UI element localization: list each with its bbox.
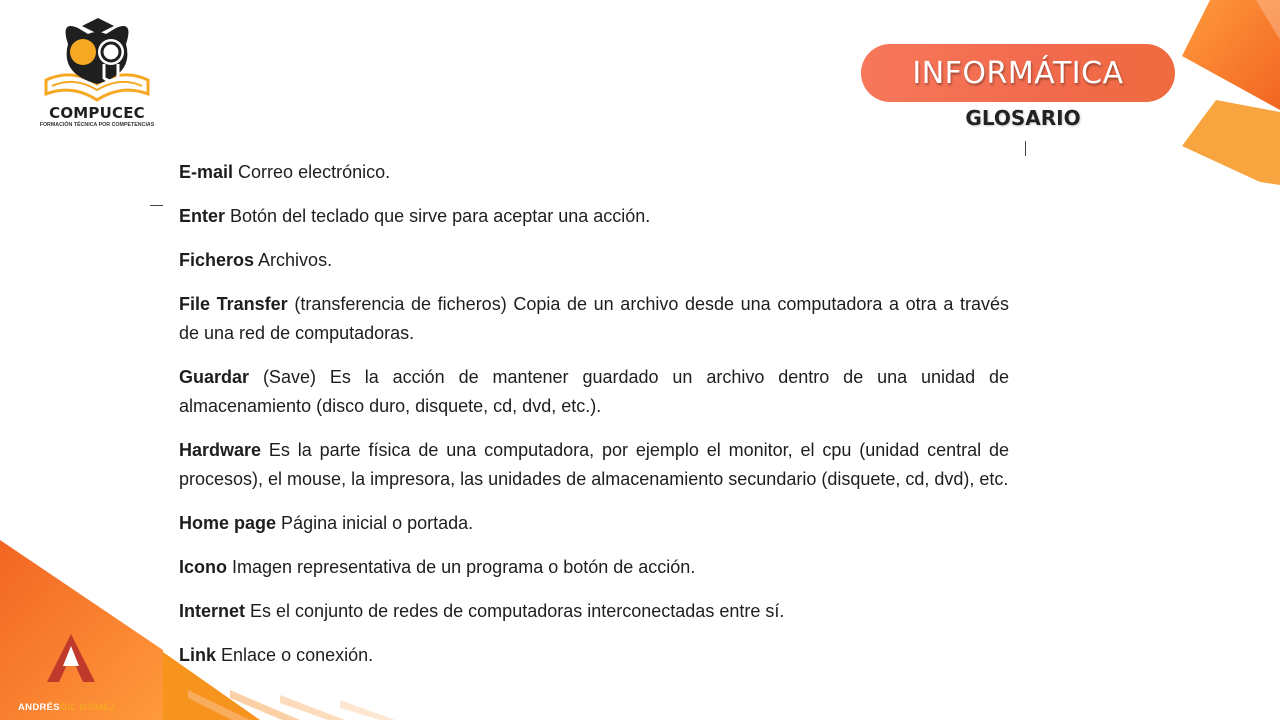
glossary-definition: Correo electrónico. (238, 162, 391, 182)
owl-book-logo-icon (38, 14, 156, 106)
glossary-entry (179, 363, 1009, 421)
glossary-entry (179, 290, 1009, 348)
glossary-definition: Archivos. (258, 250, 333, 270)
glossary-entry (179, 509, 1009, 538)
author-first-name: ANDRÉS (18, 702, 60, 713)
glossary-entry (179, 202, 1009, 231)
glossary-definition: Es la parte física de una computadora, por ejemplo el monitor, el cpu (unidad central de procesos), el mouse, la impresora, las unidades de almacenamiento secundario (disquete, cd, dvd), etc. (179, 440, 1009, 489)
glossary-term: Link (179, 645, 217, 665)
glossary-entry (179, 641, 1009, 670)
glossary-term: Icono (179, 557, 227, 577)
glossary-term: File Transfer (179, 294, 288, 314)
glossary-definition: (Save) Es la acción de mantener guardado un archivo dentro de una unidad de almacenamiento (disco duro, disquete, cd, dvd, etc.). (179, 367, 1009, 416)
glossary-term: Hardware (179, 440, 262, 460)
dash-mark (150, 205, 163, 206)
glossary-term: Internet (179, 601, 246, 621)
corner-decoration-top-right (1160, 0, 1280, 200)
author-last-name: GIL GÓMEZ (59, 702, 116, 713)
glossary-list (179, 158, 1009, 685)
glossary-definition: Página inicial o portada. (281, 513, 474, 533)
glossary-term: Enter (179, 206, 226, 226)
glossary-term: Home page (179, 513, 277, 533)
author-a-logo-icon (45, 632, 97, 684)
glossary-definition: Botón del teclado que sirve para aceptar una acción. (230, 206, 651, 226)
section-subtitle: GLOSARIO (965, 106, 1081, 130)
glossary-definition: Enlace o conexión. (221, 645, 374, 665)
glossary-term: Guardar (179, 367, 250, 387)
glossary-definition: (transferencia de ficheros) Copia de un archivo desde una computadora a otra a través de una red de computadoras. (179, 294, 1009, 343)
glossary-definition: Imagen representativa de un programa o botón de acción. (232, 557, 696, 577)
brand-name: COMPUCEC (49, 104, 145, 122)
orange-shapes-icon (1160, 0, 1280, 200)
glossary-entry (179, 553, 1009, 582)
glossary-entry (179, 436, 1009, 494)
glossary-term: E-mail (179, 162, 234, 182)
glossary-entry (179, 158, 1009, 187)
glossary-entry (179, 597, 1009, 626)
course-title: INFORMÁTICA (912, 55, 1124, 91)
glossary-entry (179, 246, 1009, 275)
course-title-banner (861, 44, 1175, 102)
glossary-definition: Es el conjunto de redes de computadoras interconectadas entre sí. (250, 601, 785, 621)
brand-tagline: FORMACIÓN TÉCNICA POR COMPETENCIAS (39, 122, 155, 128)
brand-logo (38, 14, 156, 130)
glossary-term: Ficheros (179, 250, 255, 270)
author-credit (18, 702, 116, 713)
text-cursor-mark (1025, 141, 1026, 156)
